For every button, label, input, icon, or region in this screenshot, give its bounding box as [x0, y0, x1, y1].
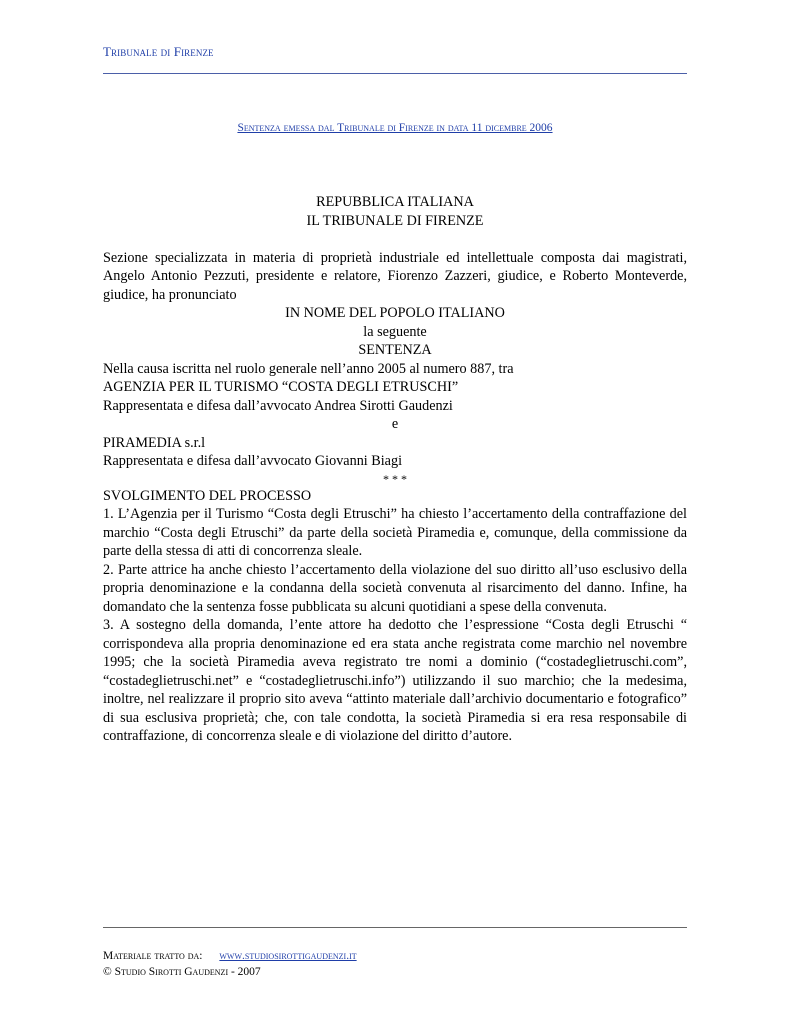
paragraph-3: 3. A sostegno della domanda, l’ente attore ha dedotto che l’espressione “Costa degli Etruschi “ corrispondeva alla propria denominazione ed era stata anche registrata come marchio nel novembre 1995; che la società Piramedia aveva registrato tre nomi a dominio (“costadeglietruschi.com”, “costadeglietruschi.net” e “costadeglietruschi.info”) utilizzando il suo marchio; che la medesima, inoltre, nel realizzare il proprio sito aveva “attinto materiale dall’archivio documentario e fotografico” di sua esclusiva proprietà; che, con tale condotta, la società Piramedia si era resa responsabile di contraffazione, di concorrenza sleale e di violazione del diritto d’autore.	[103, 617, 687, 744]
page-footer	[103, 948, 357, 980]
nome-popolo-heading: IN NOME DEL POPOLO ITALIANO	[285, 305, 505, 321]
footer-divider	[103, 927, 687, 928]
la-seguente-line: la seguente	[363, 323, 427, 340]
document-subtitle: Sentenza emessa dal Tribunale di Firenze in data 11 dicembre 2006	[237, 122, 553, 134]
header-title: Tribunale di Firenze	[103, 44, 214, 59]
footer-copyright: © Studio Sirotti Gaudenzi - 2007	[103, 966, 261, 978]
paragraph-2: 2. Parte attrice ha anche chiesto l’accertamento della violazione del suo diritto all’uso esclusivo della propria denominazione e la condanna della società convenuta al risarcimento del danno. Infine, ha domandato che la sentenza fosse pubblicata su alcuni quotidiani a spese della convenuta.	[103, 561, 687, 615]
document-body	[103, 193, 687, 746]
footer-material-label: Materiale tratto da:	[103, 950, 203, 962]
heading-republic: REPUBBLICA ITALIANA	[316, 194, 474, 210]
party2-counsel: Rappresentata e difesa dall’avvocato Giovanni Biagi	[103, 453, 403, 469]
party1-name: AGENZIA PER IL TURISMO “COSTA DEGLI ETRUSCHI”	[103, 379, 459, 395]
intro-paragraph: Sezione specializzata in materia di proprietà industriale ed intellettuale composta dai magistrati, Angelo Antonio Pezzuti, presidente e relatore, Fiorenzo Zazzeri, giudice, e Roberto Monteverde, giudice, ha pronunciato	[103, 249, 687, 303]
sentenza-heading: SENTENZA	[358, 342, 432, 358]
paragraph-1: 1. L’Agenzia per il Turismo “Costa degli Etruschi” ha chiesto l’accertamento della contraffazione del marchio “Costa degli Etruschi” da parte della società Piramedia e, comunque, della commissione da parte della stessa di atti di concorrenza sleale.	[103, 506, 687, 559]
section-separator: * * *	[383, 471, 407, 486]
section-title: SVOLGIMENTO DEL PROCESSO	[103, 487, 312, 504]
causa-line: Nella causa iscritta nel ruolo generale nell’anno 2005 al numero 887, tra	[103, 360, 514, 377]
header-divider	[103, 73, 687, 74]
party1-counsel: Rappresentata e difesa dall’avvocato Andrea Sirotti Gaudenzi	[103, 397, 453, 414]
footer-website-link[interactable]: www.studiosirottigaudenzi.it	[219, 950, 357, 962]
party2-name: PIRAMEDIA s.r.l	[103, 434, 206, 451]
heading-tribunal: IL TRIBUNALE DI FIRENZE	[306, 212, 484, 229]
conjunction-line: e	[391, 416, 399, 432]
